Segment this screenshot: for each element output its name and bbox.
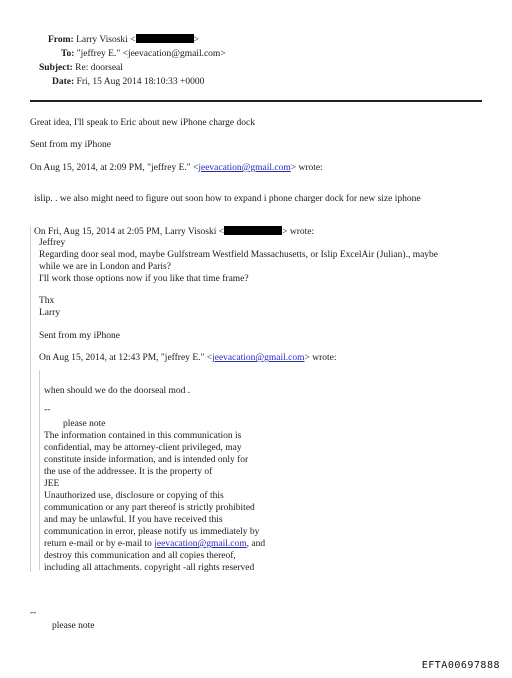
notice-l10-prefix: return e-mail or by e-mail to — [44, 539, 155, 549]
from-label: From: — [48, 35, 74, 45]
from-value: Larry Visoski < — [76, 35, 136, 45]
notice-line: Unauthorized use, disclosure or copying of this — [44, 491, 224, 501]
reply1-suffix: > wrote: — [290, 163, 323, 173]
to-value: "jeffrey E." <jeevacation@gmail.com> — [76, 49, 226, 59]
quote2-dashes: -- — [44, 405, 51, 415]
quote1-intro-suffix: > wrote: — [282, 227, 315, 237]
sent-from-line: Sent from my iPhone — [30, 140, 112, 150]
quote1-body-2: while we are in London and Paris? — [39, 262, 171, 272]
message-line-1: Great idea, I'll speak to Eric about new iPhone charge dock — [30, 118, 255, 128]
quote2-please-note: please note — [63, 419, 106, 429]
quote1-sent-from: Sent from my iPhone — [39, 331, 121, 341]
email-link[interactable]: jeevacation@gmail.com — [198, 163, 291, 173]
footer-dashes: -- — [30, 608, 37, 618]
notice-line: destroy this communication and all copies thereof, — [44, 551, 236, 561]
quote1-intro-prefix: On Fri, Aug 15, 2014 at 2:05 PM, Larry Visoski < — [34, 227, 225, 237]
quote1-name: Larry — [39, 308, 61, 318]
notice-line: constitute inside information, and is intended only for — [44, 455, 249, 465]
redaction-box — [224, 226, 282, 235]
from-close: > — [193, 35, 199, 45]
notice-line-email — [44, 539, 265, 551]
email-link[interactable]: jeevacation@gmail.com — [154, 539, 247, 549]
quote1-greeting: Jeffrey — [39, 238, 66, 248]
date-label: Date: — [52, 77, 75, 87]
quote1-intro — [34, 226, 314, 239]
quote-bar-1 — [30, 226, 31, 572]
footer-please-note: please note — [52, 621, 95, 631]
notice-line: communication or any part thereof is strictly prohibited — [44, 503, 255, 513]
header-subject — [39, 62, 123, 74]
notice-line: including all attachments. copyright -all rights reserved — [44, 563, 255, 573]
notice-line: confidential, may be attorney-client privileged, may — [44, 443, 242, 453]
notice-line: JEE — [44, 479, 60, 489]
quote1-reply-prefix: On Aug 15, 2014, at 12:43 PM, "jeffrey E." < — [39, 353, 213, 363]
notice-line: and may be unlawful. If you have received this — [44, 515, 223, 525]
quote1-body-1: Regarding door seal mod, maybe Gulfstream Westfield Massachusetts, or Islip ExcelAir (Julian)., maybe — [39, 250, 439, 260]
quote1-body-3: I'll work those options now if you like that time frame? — [39, 274, 249, 284]
header-to — [61, 48, 226, 60]
notice-l10-suffix: , and — [246, 539, 266, 549]
date-value: Fri, 15 Aug 2014 18:10:33 +0000 — [76, 77, 205, 87]
email-link[interactable]: jeevacation@gmail.com — [212, 353, 305, 363]
document-id: EFTA00697888 — [421, 660, 500, 671]
header-divider — [30, 100, 482, 102]
quote2-question: when should we do the doorseal mod . — [44, 386, 191, 396]
header-date — [52, 76, 204, 88]
reply1-prefix: On Aug 15, 2014, at 2:09 PM, "jeffrey E." < — [30, 163, 199, 173]
to-label: To: — [61, 49, 75, 59]
quote-bar-2 — [39, 370, 40, 570]
header-from — [48, 34, 199, 46]
reply-header-1 — [30, 163, 323, 175]
quote1-thx: Thx — [39, 296, 55, 306]
subject-value: Re: doorseal — [75, 63, 123, 73]
islip-line: islip. . we also might need to figure out soon how to expand i phone charger dock for new size iphone — [34, 194, 421, 204]
notice-line: the use of the addressee. It is the property of — [44, 467, 213, 477]
quote1-reply-suffix: > wrote: — [304, 353, 337, 363]
quote1-reply-header — [39, 353, 337, 365]
redaction-box — [136, 34, 194, 43]
notice-line: communication in error, please notify us immediately by — [44, 527, 260, 537]
subject-label: Subject: — [39, 63, 73, 73]
notice-line: The information contained in this communication is — [44, 431, 242, 441]
